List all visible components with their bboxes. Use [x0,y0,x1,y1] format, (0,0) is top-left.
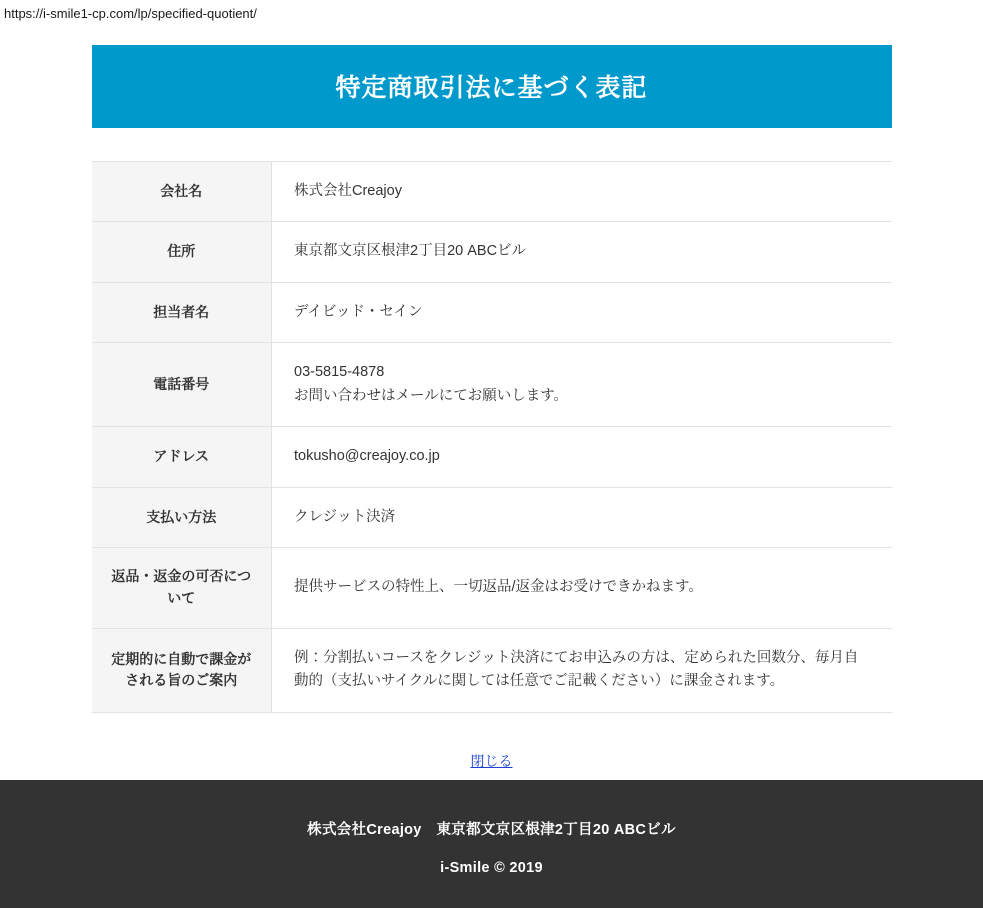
value-line: 株式会社Creajoy [294,183,402,199]
company-info-table [92,161,892,713]
table-row [92,162,892,222]
row-value-company-name [272,162,892,222]
row-label-phone: 電話番号 [92,343,272,427]
table-body [92,162,892,713]
row-value-recurring-billing [272,628,892,712]
table-row [92,548,892,628]
row-label-recurring-billing: 定期的に自動で課金がされる旨のご案内 [92,628,272,712]
table-row [92,487,892,547]
row-label-address: 住所 [92,222,272,282]
row-label-refund-policy: 返品・返金の可否について [92,548,272,628]
row-value-address [272,222,892,282]
value-line: クレジット決済 [294,508,396,525]
value-line: お問い合わせはメールにてお願いします。 [294,387,569,404]
footer-company-info: 株式会社Creajoy 東京都文京区根津2丁目20 ABCビル [307,822,676,838]
row-label-email: アドレス [92,427,272,487]
table-row [92,282,892,342]
value-line: 東京都文京区根津2丁目20 ABCビル [294,243,527,260]
footer-copyright: i-Smile © 2019 [440,860,543,876]
value-line: 例：分割払いコースをクレジット決済にてお申込みの方は、定められた回数分、毎月自動的（支払いサイクルに関しては任意でご記載ください）に課金されます。 [294,649,859,690]
row-label-representative: 担当者名 [92,282,272,342]
row-value-payment-method [272,487,892,547]
row-label-company-name: 会社名 [92,162,272,222]
close-link[interactable]: 閉じる [470,752,513,769]
table-row [92,427,892,487]
page-content [92,45,892,813]
row-value-email [272,427,892,487]
row-value-phone [272,343,892,427]
browser-url-text: https://i-smile1-cp.com/lp/specified-quotient/ [4,6,257,21]
row-value-representative [272,282,892,342]
value-line: 03-5815-4878 [294,364,385,381]
value-line: tokusho@creajoy.co.jp [294,448,440,465]
site-footer [0,780,983,908]
table-row [92,628,892,712]
value-line: 提供サービスの特性上、一切返品/返金はお受けできかねます。 [294,579,703,596]
value-line: デイビッド・セイン [294,303,423,320]
row-label-payment-method: 支払い方法 [92,487,272,547]
page-title: 特定商取引法に基づく表記 [92,45,892,128]
table-row [92,343,892,427]
table-row [92,222,892,282]
row-value-refund-policy [272,548,892,628]
